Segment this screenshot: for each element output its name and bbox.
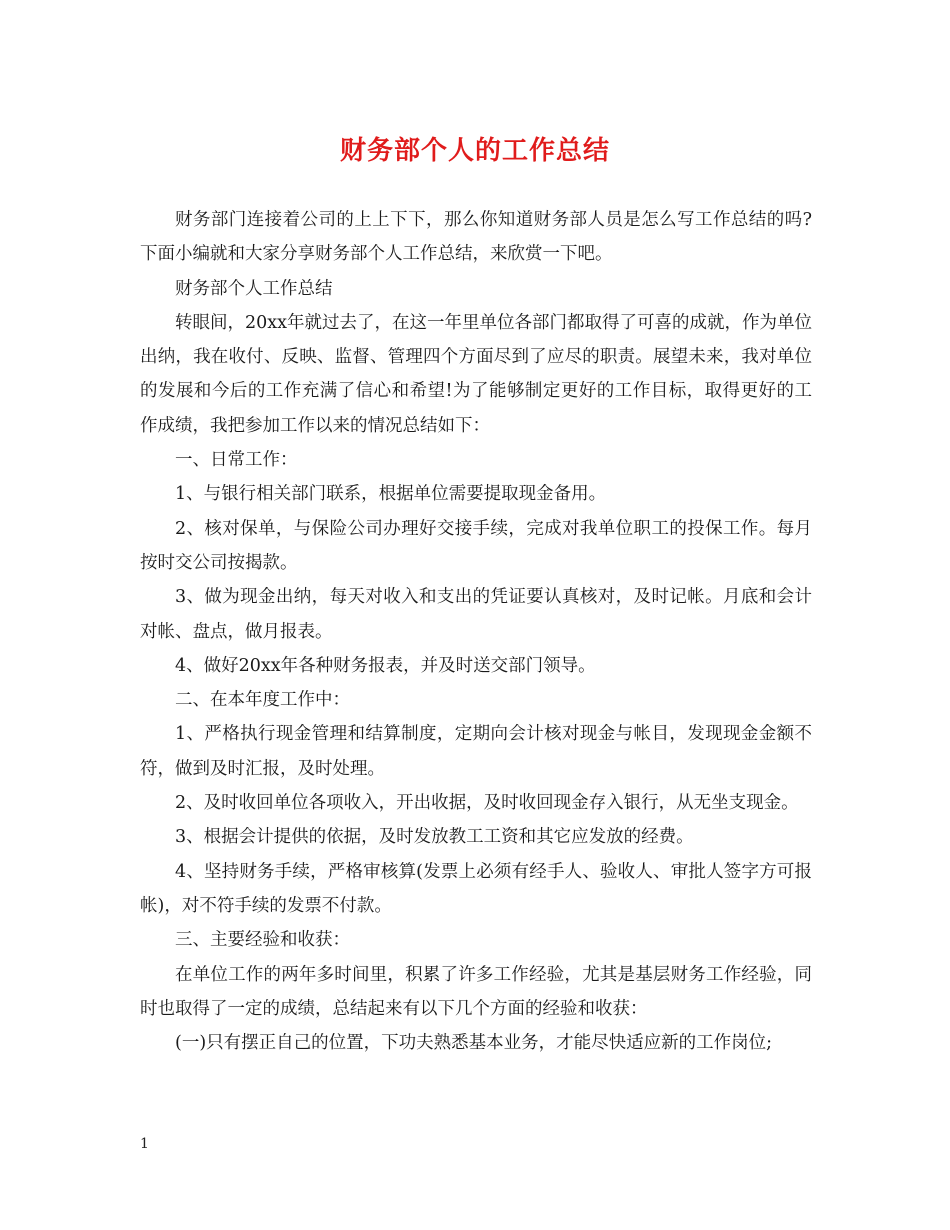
- list-item: (一)只有摆正自己的位置，下功夫熟悉基本业务，才能尽快适应新的工作岗位;: [175, 1033, 773, 1054]
- list-item: 4、坚持财务手续，严格审核算(发票上必须有经手人、验收人、审批人签字方可报帐)，对不符手续的发票不付款。: [140, 861, 812, 916]
- section-heading-experience: 三、主要经验和收获：: [175, 930, 350, 951]
- document-title: 财务部个人的工作总结: [339, 136, 610, 166]
- page-number: 1: [140, 1136, 149, 1152]
- list-item: 3、根据会计提供的依据，及时发放教工工资和其它应发放的经费。: [175, 827, 694, 848]
- list-item: 1、与银行相关部门联系，根据单位需要提取现金备用。: [175, 484, 607, 505]
- list-item: 1、严格执行现金管理和结算制度，定期向会计核对现金与帐目，发现现金金额不符，做到及时汇报，及时处理。: [140, 724, 812, 779]
- paragraph-experience: 在单位工作的两年多时间里，积累了许多工作经验，尤其是基层财务工作经验，同时也取得了一定的成绩，总结起来有以下几个方面的经验和收获：: [140, 964, 812, 1019]
- section-heading-this-year: 二、在本年度工作中：: [175, 690, 350, 711]
- list-item: 2、核对保单，与保险公司办理好交接手续，完成对我单位职工的投保工作。每月按时交公司按揭款。: [140, 518, 812, 573]
- paragraph-overview: 转眼间，20xx年就过去了，在这一年里单位各部门都取得了可喜的成就，作为单位出纳，我在收付、反映、监督、管理四个方面尽到了应尽的职责。展望未来，我对单位的发展和今后的工作充满了信心和希望!为了能够制定更好的工作目标，取得更好的工作成绩，我把参加工作以来的情况总结如下：: [140, 312, 813, 436]
- list-item: 3、做为现金出纳，每天对收入和支出的凭证要认真核对，及时记帐。月底和会计对帐、盘点，做月报表。: [140, 587, 812, 642]
- paragraph-intro: 财务部门连接着公司的上上下下，那么你知道财务部人员是怎么写工作总结的吗?下面小编就和大家分享财务部个人工作总结，来欣赏一下吧。: [140, 210, 812, 265]
- section-heading-daily-work: 一、日常工作：: [175, 450, 298, 471]
- list-item: 4、做好20xx年各种财务报表，并及时送交部门领导。: [175, 655, 596, 676]
- paragraph-subtitle: 财务部个人工作总结: [175, 278, 333, 299]
- list-item: 2、及时收回单位各项收入，开出收据，及时收回现金存入银行，从无坐支现金。: [175, 793, 799, 814]
- document-body: [140, 203, 812, 1060]
